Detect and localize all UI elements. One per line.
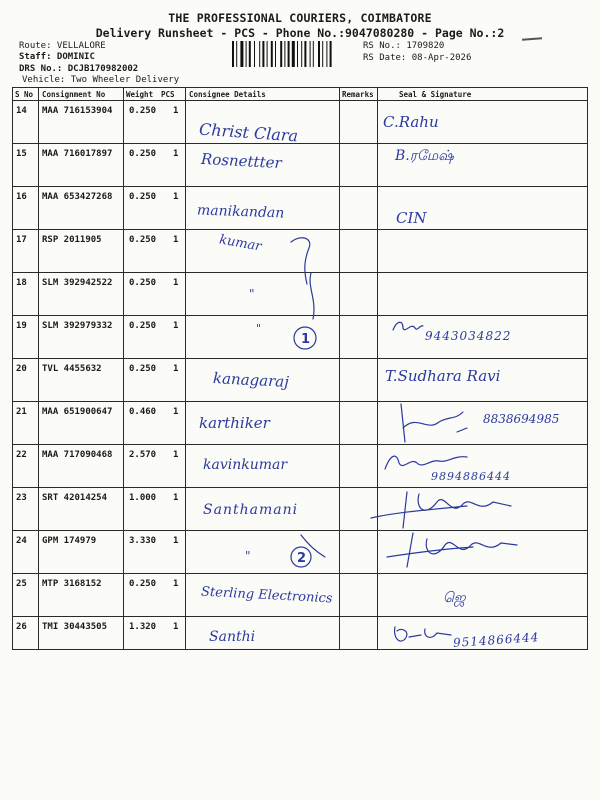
row-sno: 18 bbox=[16, 278, 27, 288]
consignment-no: MTP 3168152 bbox=[42, 579, 102, 589]
svg-text:2: 2 bbox=[297, 551, 307, 566]
pcs: 1 bbox=[173, 622, 179, 632]
pcs: 1 bbox=[173, 579, 179, 589]
consignee-ditto-mark: " bbox=[249, 287, 255, 301]
weight: 0.460 bbox=[129, 407, 157, 417]
signature-scribble bbox=[367, 488, 517, 530]
pcs: 1 bbox=[173, 106, 179, 116]
pcs: 1 bbox=[173, 493, 179, 503]
table-row bbox=[13, 617, 587, 659]
consignment-no: MAA 653427268 bbox=[42, 192, 113, 202]
table-row bbox=[13, 574, 587, 617]
weight: 1.000 bbox=[129, 493, 157, 503]
row-sno: 21 bbox=[16, 407, 27, 417]
scribble-mark bbox=[299, 273, 329, 319]
signature-phone-handwritten: 9894886444 bbox=[431, 470, 511, 483]
col-seal-signature: Seal & Signature bbox=[399, 90, 472, 99]
weight: 0.250 bbox=[129, 321, 157, 331]
signature-phone-handwritten: 8838694985 bbox=[483, 412, 560, 426]
weight: 3.330 bbox=[129, 536, 157, 546]
row-sno: 24 bbox=[16, 536, 27, 546]
signature-phone-handwritten: 9514866444 bbox=[452, 630, 540, 650]
table-row bbox=[13, 187, 587, 230]
table-row bbox=[13, 402, 587, 445]
weight: 2.570 bbox=[129, 450, 157, 460]
pcs: 1 bbox=[173, 278, 179, 288]
consignment-no: MAA 717090468 bbox=[42, 450, 113, 460]
consignee-handwritten: Rosnettter bbox=[200, 149, 283, 173]
row-sno: 16 bbox=[16, 192, 27, 202]
staff-label: Staff: DOMINIC bbox=[19, 52, 95, 62]
runsheet-table bbox=[12, 87, 588, 650]
consignee-handwritten: Santhamani bbox=[203, 502, 299, 518]
signature-scribble bbox=[393, 402, 473, 446]
row-sno: 26 bbox=[16, 622, 27, 632]
col-sno: S No bbox=[15, 90, 34, 99]
pcs: 1 bbox=[173, 321, 179, 331]
signature-handwritten: CIN bbox=[396, 209, 427, 227]
tamil-signature-scribble bbox=[391, 318, 425, 336]
consignment-no: SLM 392942522 bbox=[42, 278, 113, 288]
weight: 0.250 bbox=[129, 278, 157, 288]
pcs: 1 bbox=[173, 192, 179, 202]
row-sno: 15 bbox=[16, 149, 27, 159]
row-sno: 17 bbox=[16, 235, 27, 245]
weight: 0.250 bbox=[129, 106, 157, 116]
consignment-no: RSP 2011905 bbox=[42, 235, 102, 245]
weight: 0.250 bbox=[129, 364, 157, 374]
table-row bbox=[13, 230, 587, 273]
table-row bbox=[13, 144, 587, 187]
row-sno: 14 bbox=[16, 106, 27, 116]
row-sno: 22 bbox=[16, 450, 27, 460]
table-row bbox=[13, 359, 587, 402]
pcs: 1 bbox=[173, 450, 179, 460]
consignee-ditto-mark: " bbox=[256, 322, 262, 335]
table-row bbox=[13, 531, 587, 574]
table-row bbox=[13, 445, 587, 488]
route-label: Route: VELLALORE bbox=[19, 41, 106, 51]
consignee-handwritten: Santhi bbox=[209, 629, 256, 645]
consignee-handwritten: manikandan bbox=[196, 202, 285, 222]
col-pcs: PCS bbox=[161, 90, 175, 99]
svg-text:1: 1 bbox=[301, 332, 311, 347]
consignee-handwritten: kanagaraj bbox=[212, 369, 290, 391]
consignment-no: GPM 174979 bbox=[42, 536, 97, 546]
circled-number-two bbox=[285, 533, 329, 573]
signature-handwritten: B.ரமேஷ் bbox=[395, 148, 454, 164]
consignment-no: MAA 716017897 bbox=[42, 149, 113, 159]
signature-handwritten: C.Rahu bbox=[383, 113, 439, 131]
table-row bbox=[13, 273, 587, 316]
consignment-no: MAA 651900647 bbox=[42, 407, 113, 417]
pcs: 1 bbox=[173, 149, 179, 159]
weight: 0.250 bbox=[129, 579, 157, 589]
weight: 0.250 bbox=[129, 192, 157, 202]
vehicle-label: Vehicle: Two Wheeler Delivery bbox=[22, 75, 180, 85]
weight: 1.320 bbox=[129, 622, 157, 632]
pcs: 1 bbox=[173, 235, 179, 245]
row-sno: 23 bbox=[16, 493, 27, 503]
signature-scribble bbox=[391, 623, 455, 647]
runsheet-subtitle: Delivery Runsheet - PCS - Phone No.:9047080280 - Page No.:2 bbox=[95, 26, 505, 40]
pcs: 1 bbox=[173, 364, 179, 374]
row-sno: 25 bbox=[16, 579, 27, 589]
consignee-handwritten: karthiker bbox=[199, 414, 270, 432]
row-sno: 20 bbox=[16, 364, 27, 374]
signature-scribble bbox=[383, 531, 523, 571]
consignment-no: SRT 42014254 bbox=[42, 493, 108, 503]
signature-handwritten: ஜெ bbox=[443, 590, 466, 606]
signature-handwritten: T.Sudhara Ravi bbox=[385, 367, 501, 385]
rs-date: RS Date: 08-Apr-2026 bbox=[363, 53, 472, 63]
rs-number: RS No.: 1709820 bbox=[363, 41, 445, 51]
table-row bbox=[13, 316, 587, 359]
col-consignee: Consignee Details bbox=[189, 90, 266, 99]
company-title: THE PROFESSIONAL COURIERS, COIMBATORE bbox=[168, 11, 432, 25]
table-row bbox=[13, 488, 587, 531]
barcode bbox=[232, 41, 358, 67]
consignment-no: TMI 30443505 bbox=[42, 622, 108, 632]
pcs: 1 bbox=[173, 536, 179, 546]
pcs: 1 bbox=[173, 407, 179, 417]
row-sno: 19 bbox=[16, 321, 27, 331]
weight: 0.250 bbox=[129, 235, 157, 245]
consignee-handwritten: kumar bbox=[218, 232, 263, 255]
consignment-no: TVL 4455632 bbox=[42, 364, 102, 374]
col-weight: Weight bbox=[126, 90, 154, 99]
drs-number: DRS No.: DCJB170982002 bbox=[19, 64, 139, 74]
consignee-handwritten: Sterling Electronics bbox=[200, 584, 333, 607]
weight: 0.250 bbox=[129, 149, 157, 159]
pen-mark bbox=[522, 37, 542, 40]
signature-phone-handwritten: 9443034822 bbox=[425, 329, 512, 343]
consignee-ditto-mark: " bbox=[245, 549, 251, 563]
consignment-no: SLM 392979332 bbox=[42, 321, 113, 331]
circled-number-one bbox=[285, 320, 325, 356]
table-row bbox=[13, 101, 587, 144]
consignment-no: MAA 716153904 bbox=[42, 106, 113, 116]
consignee-handwritten: Christ Clara bbox=[198, 119, 299, 146]
col-consignment: Consignment No bbox=[42, 90, 106, 99]
col-remarks: Remarks bbox=[342, 90, 374, 99]
consignee-handwritten: kavinkumar bbox=[203, 457, 288, 473]
table-header bbox=[13, 88, 587, 101]
